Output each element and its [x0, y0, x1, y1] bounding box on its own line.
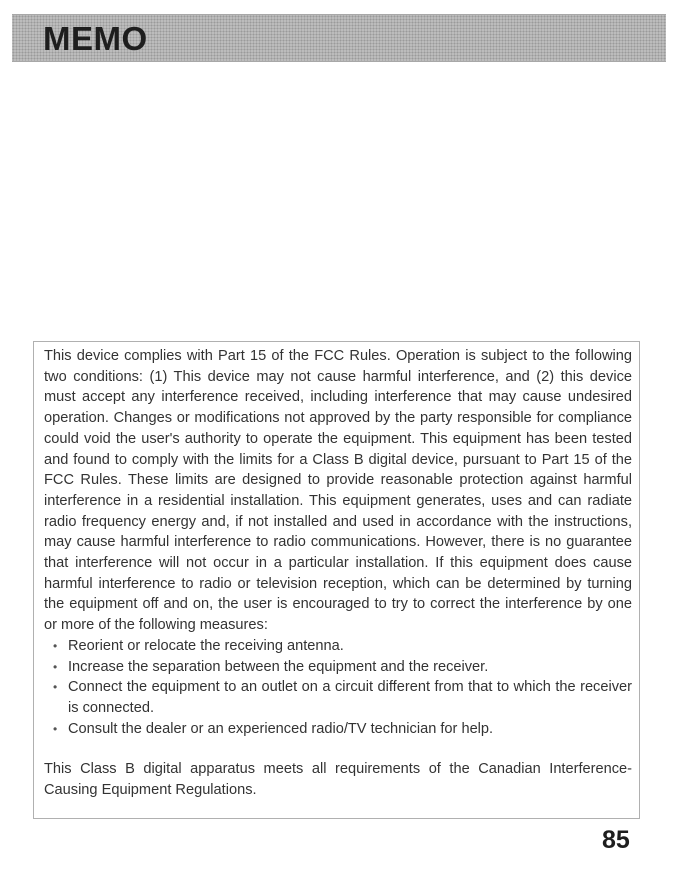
bullet-icon: •: [53, 638, 58, 653]
page-title: MEMO: [43, 20, 148, 57]
interference-measures-list: [44, 636, 632, 740]
measure-text: Reorient or relocate the receiving antenna.: [68, 637, 344, 654]
page-number: 85: [602, 826, 630, 854]
list-item: [44, 636, 632, 657]
bullet-icon: •: [53, 680, 58, 695]
list-item: [44, 657, 632, 678]
measure-text: Increase the separation between the equipment and the receiver.: [68, 658, 489, 675]
memo-header-banner: [12, 14, 666, 62]
canada-compliance-paragraph: This Class B digital apparatus meets all requirements of the Canadian Interference-Causing Equipment Regulations.: [44, 761, 632, 799]
list-item: [44, 677, 632, 718]
measure-text: Consult the dealer or an experienced radio/TV technician for help.: [68, 720, 494, 737]
measure-text: Connect the equipment to an outlet on a circuit different from that to which the receiver is connected.: [68, 679, 632, 716]
bullet-icon: •: [53, 721, 58, 736]
paragraph-spacer: [44, 739, 632, 759]
list-item: [44, 719, 632, 740]
fcc-compliance-paragraph: This device complies with Part 15 of the FCC Rules. Operation is subject to the following two conditions: (1) This device may not cause harmful interference, and (2) this device must accept any interference received, including interference that may cause undesired operation. Changes or modifications not approved by the party responsible for compliance could void the user's authority to operate the equipment. This equipment has been tested and found to comply with the limits for a Class B digital device, pursuant to Part 15 of the FCC Rules. These limits are designed to provide reasonable protection against harmful interference in a residential installation. This equipment generates, uses and can radiate radio frequency energy and, if not installed and used in accordance with the instructions, may cause harmful interference to radio communications. However, there is no guarantee that interference will not occur in a particular installation. If this equipment does cause harmful interference to radio or television reception, which can be determined by turning the equipment off and on, the user is encouraged to try to correct the interference by one or more of the following measures:: [44, 348, 632, 634]
bullet-icon: •: [53, 659, 58, 674]
fcc-notice-content: [44, 346, 632, 801]
